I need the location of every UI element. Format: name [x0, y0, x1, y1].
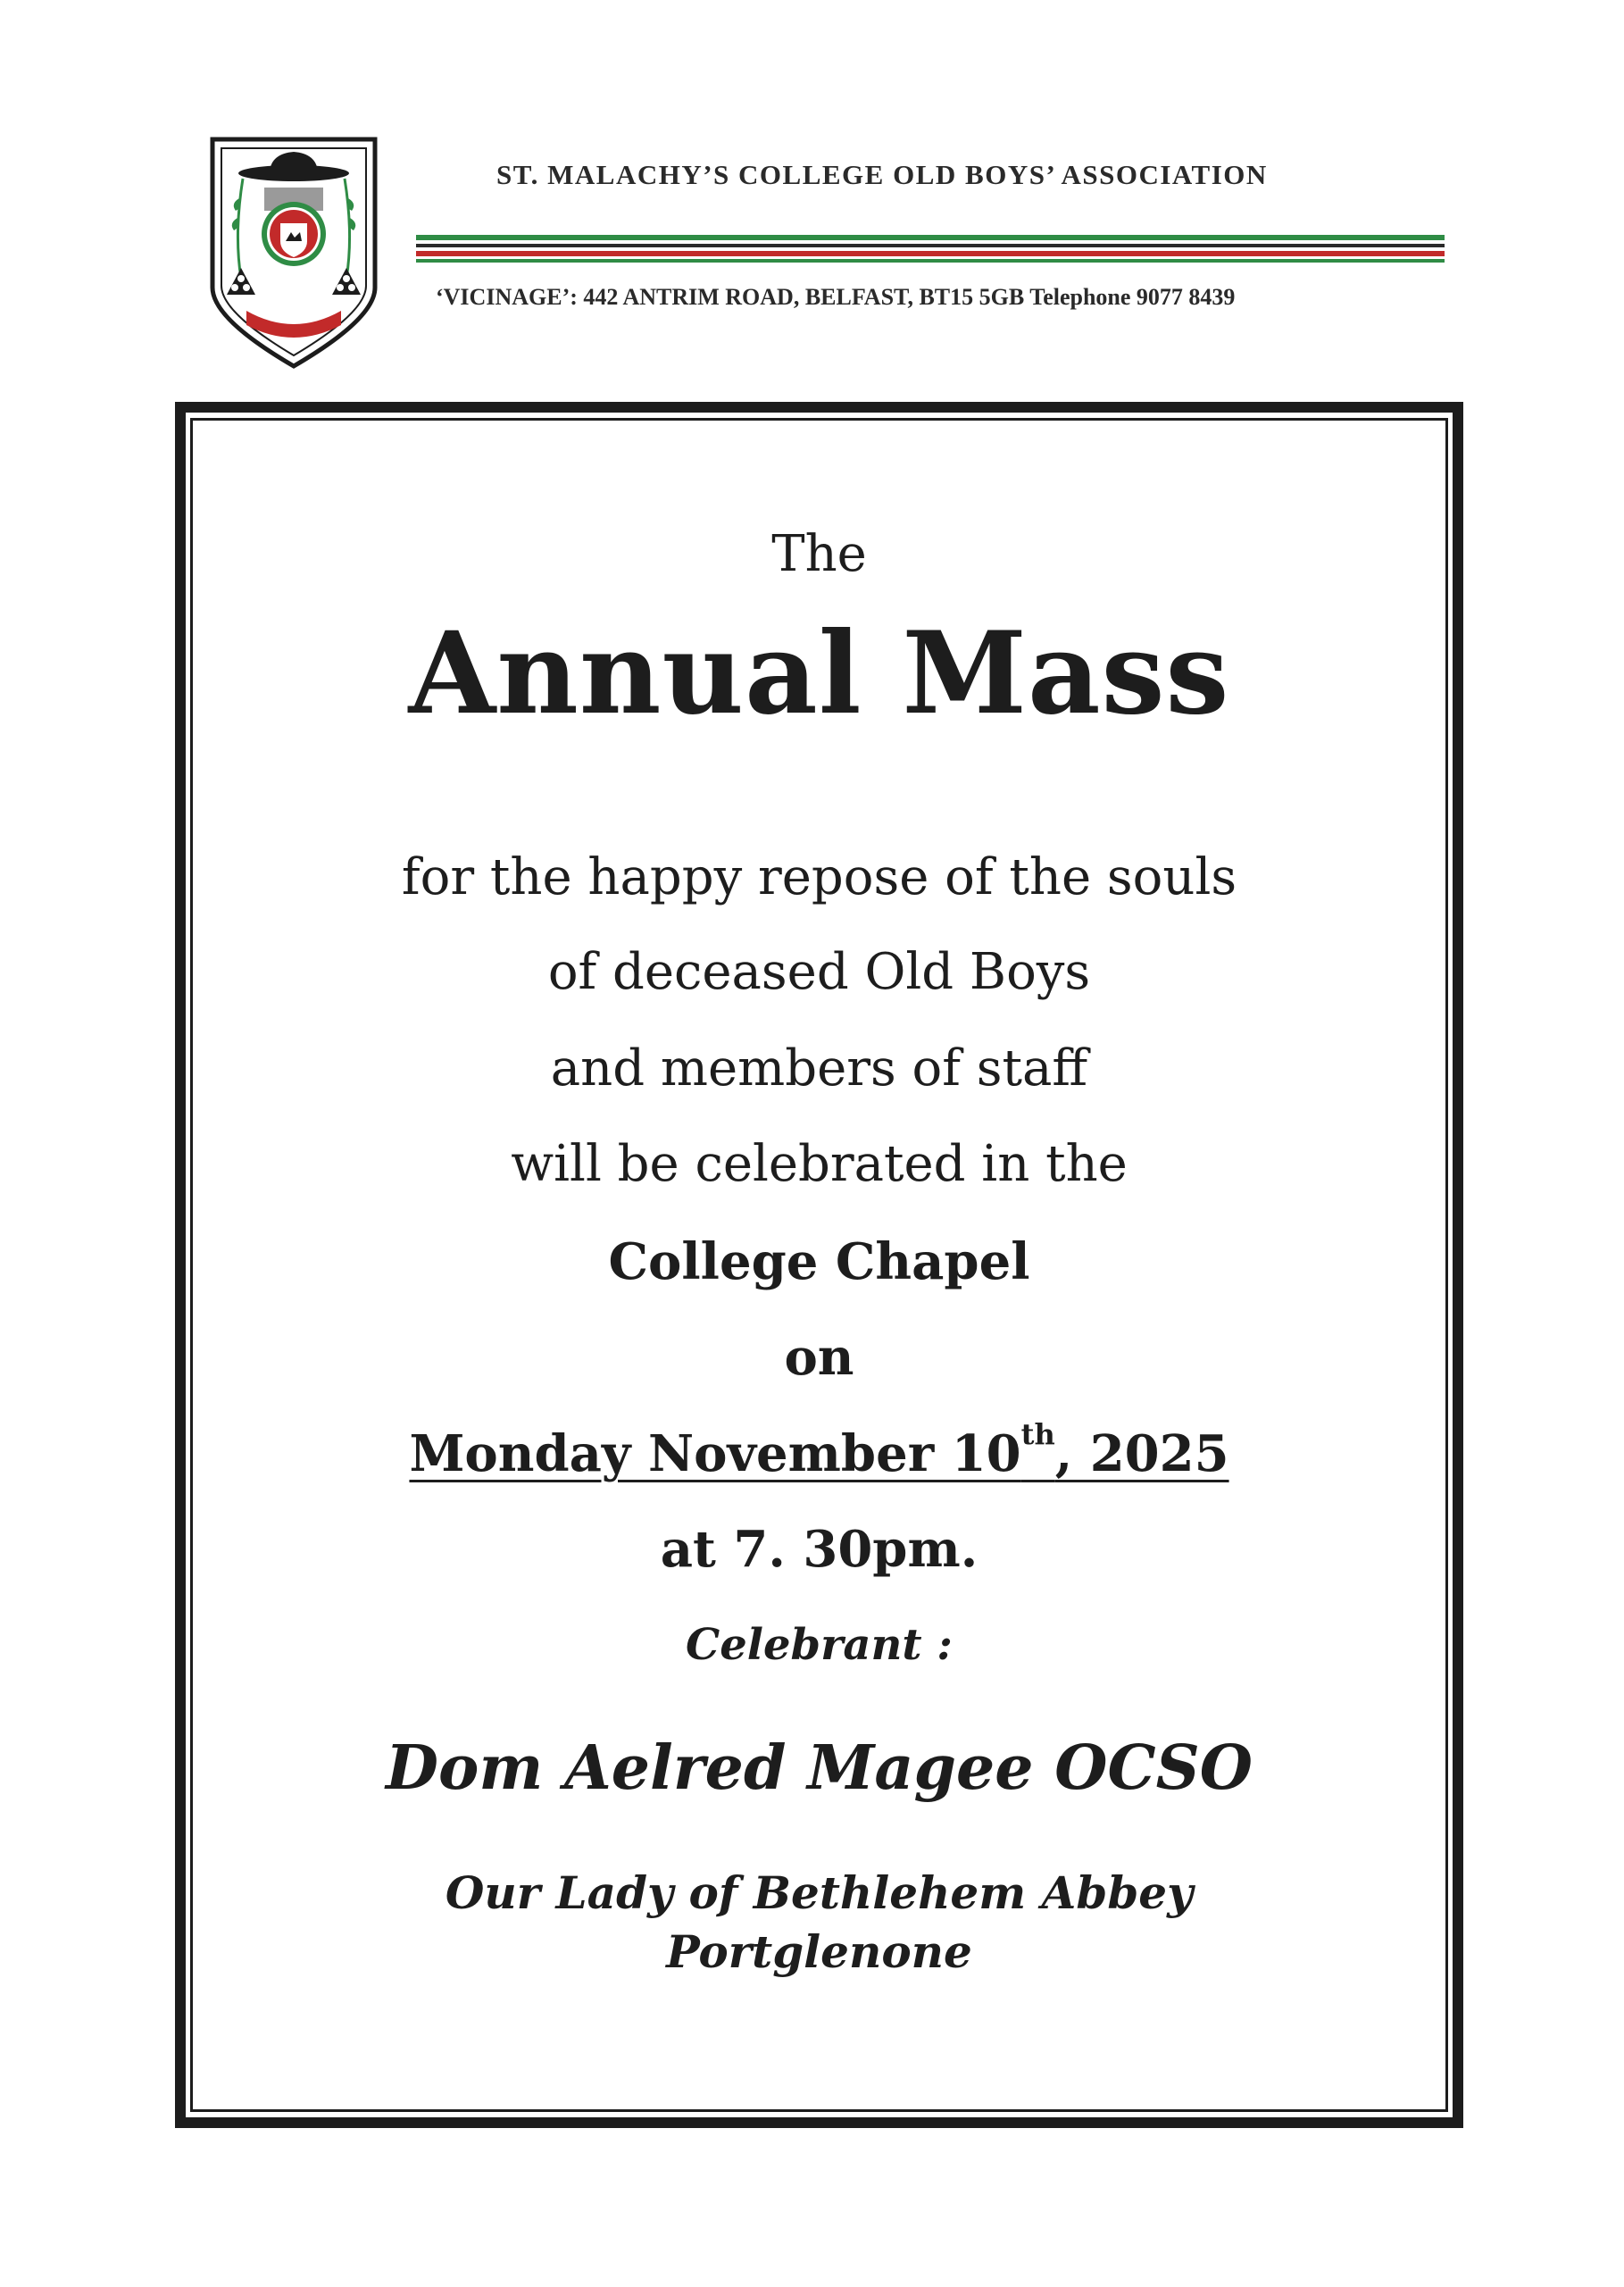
- letterhead-rule-red: [416, 251, 1445, 256]
- intro-word: The: [771, 525, 867, 583]
- date-main: Monday November 10: [409, 1424, 1021, 1483]
- venue: College Chapel: [608, 1232, 1030, 1291]
- date-year: , 2025: [1054, 1424, 1229, 1483]
- notice-line: for the happy repose of the souls: [401, 848, 1237, 906]
- date-ordinal: th: [1020, 1417, 1055, 1451]
- notice-title: Annual Mass: [408, 607, 1230, 739]
- mass-date: [190, 1417, 1448, 1483]
- notice-line: will be celebrated in the: [511, 1135, 1128, 1193]
- abbey-name: Our Lady of Bethlehem Abbey: [445, 1866, 1194, 1919]
- abbey-location: Portglenone: [666, 1925, 972, 1978]
- celebrant-name: Dom Aelred Magee OCSO: [386, 1732, 1253, 1804]
- notice-line: of deceased Old Boys: [547, 943, 1091, 1001]
- letterhead-rule-green-lower: [416, 259, 1445, 263]
- organization-address: ‘VICINAGE’: 442 ANTRIM ROAD, BELFAST, BT15 5GB Telephone 9077 8439: [436, 284, 1236, 310]
- organization-name: ST. MALACHY’S COLLEGE OLD BOYS’ ASSOCIATION: [496, 159, 1268, 190]
- letterhead-rule-green: [416, 235, 1445, 240]
- letterhead-rule-black: [416, 244, 1445, 247]
- mass-time: at 7. 30pm.: [660, 1520, 979, 1579]
- notice-line: and members of staff: [550, 1039, 1088, 1098]
- on-word: on: [784, 1328, 854, 1387]
- celebrant-label: Celebrant :: [686, 1620, 953, 1670]
- college-crest-icon: [207, 136, 380, 370]
